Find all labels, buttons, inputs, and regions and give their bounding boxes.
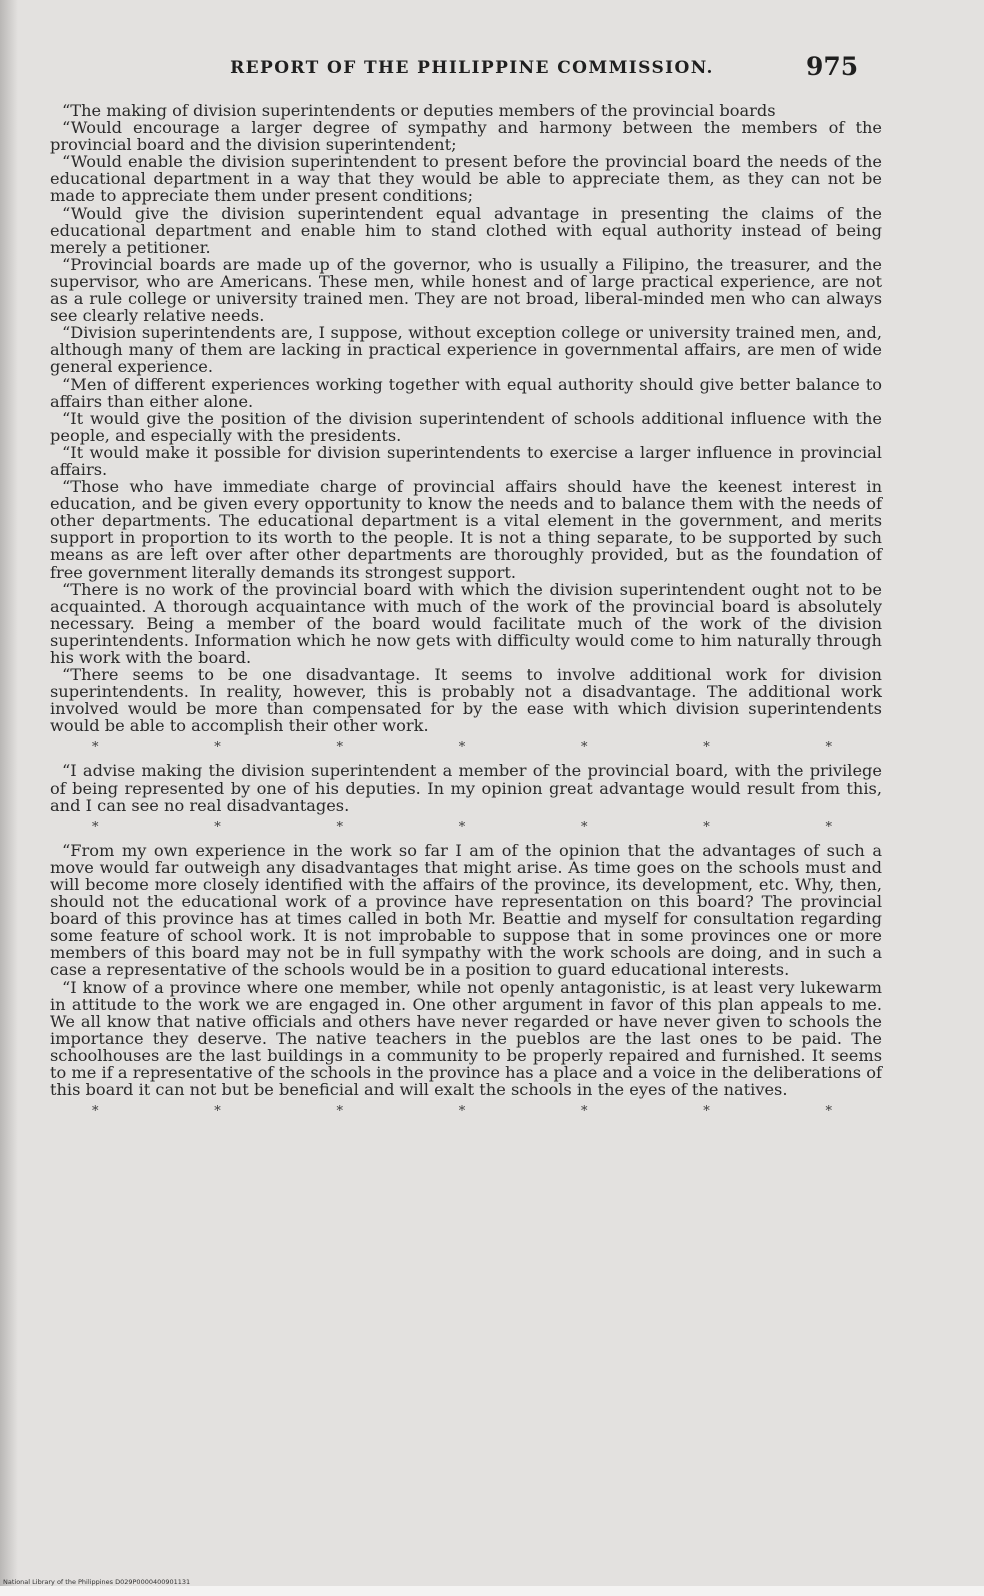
separator-star: * bbox=[214, 740, 221, 756]
separator-star: * bbox=[458, 1104, 466, 1120]
paragraph: “There is no work of the provincial board with which the division superintendent ought not to be acquainted. A thorough acquaintance with much of the work of the provincial board is absolutely necessary. Being a member of the board would facilitate much of the work of the division superintendents. Information which he now gets with difficulty would come to him naturally through his work with the board. bbox=[50, 579, 882, 667]
paragraph-group-2 bbox=[50, 762, 882, 813]
separator-star: * bbox=[703, 740, 710, 756]
paragraph: “It would give the position of the division superintendent of schools additional influence with the people, and especially with the presidents. bbox=[50, 408, 882, 445]
separator-star: * bbox=[458, 740, 466, 756]
paragraph: “I know of a province where one member, while not openly antagonistic, is at least very lukewarm in attitude to the work we are engaged in. One other argument in favor of this plan appeals to me. We all know that native officials and others have never regarded or have never given to schools the importance they deserve. The native teachers in the pueblos are the last ones to be paid. The schoolhouses are the last buildings in a community to be properly repaired and furnished. It seems to me if a representative of the schools in the province has a place and a voice in the deliberations of this board it can not but be beneficial and will exalt the schools in the eyes of the natives. bbox=[50, 977, 882, 1100]
paragraph-group-1 bbox=[50, 102, 882, 734]
paragraph-group-3 bbox=[50, 842, 882, 1098]
page-number: 975 bbox=[806, 52, 859, 81]
separator-star: * bbox=[703, 819, 710, 835]
paragraph: “Men of different experiences working together with equal authority should give better balance to affairs than either alone. bbox=[50, 374, 882, 411]
paragraph: “Division superintendents are, I suppose, without exception college or university trained men, and, although many of them are lacking in practical experience in governmental affairs, are men of wide general experience. bbox=[50, 323, 882, 377]
paragraph: “From my own experience in the work so far I am of the opinion that the advantages of such a move would far outweigh any disadvantages that might arise. As time goes on the schools must and will become more closely identified with the affairs of the province, its development, etc. Why, then, should not the educational work of a province have representation on this board? The provincial board of this province has at times called in both Mr. Beattie and myself for consultation regarding some feature of school work. It is not improbable to suppose that in some provinces one or more members of this board may not be in full sympathy with the work schools are doing, and in such a case a representative of the schools would be in a position to guard educational interests. bbox=[50, 840, 882, 980]
paragraph: “Provincial boards are made up of the governor, who is usually a Filipino, the treasurer, and the supervisor, who are Americans. These men, while honest and of large practical experience, are not as a rule college or university trained men. They are not broad, liberal-minded men who can always see clearly relative needs. bbox=[50, 254, 882, 326]
body-text bbox=[50, 102, 882, 1126]
paragraph: “Would encourage a larger degree of sympathy and harmony between the members of the provincial board and the division superintendent; bbox=[50, 118, 882, 155]
paragraph: “I advise making the division superintendent a member of the provincial board, with the privilege of being represented by one of his deputies. In my opinion great advantage would result from this, and I can see no real disadvantages. bbox=[50, 761, 882, 815]
paragraph: “Those who have immediate charge of provincial affairs should have the keenest interest in education, and be given every opportunity to know the needs and to balance them with the needs of other departments. The educational department is a vital element in the government, and merits support in proportion to its worth to the people. It is not a thing separate, to be supported by such means as are left over after other departments are thoroughly provided, but as the foundation of free government literally demands its strongest support. bbox=[50, 477, 882, 582]
separator-star: * bbox=[581, 1104, 588, 1120]
section-separator bbox=[50, 1098, 882, 1126]
separator-star: * bbox=[825, 819, 832, 835]
separator-star: * bbox=[825, 740, 832, 756]
separator-star: * bbox=[703, 1104, 710, 1120]
separator-star: * bbox=[825, 1104, 832, 1120]
separator-star: * bbox=[581, 740, 588, 756]
separator-star: * bbox=[336, 740, 343, 756]
paragraph: “It would make it possible for division superintendents to exercise a larger influence in provincial affairs. bbox=[50, 442, 882, 479]
separator-star: * bbox=[336, 819, 343, 835]
separator-star: * bbox=[92, 740, 99, 756]
running-head: REPORT OF THE PHILIPPINE COMMISSION. bbox=[230, 58, 714, 78]
separator-star: * bbox=[581, 819, 588, 835]
archive-stamp: National Library of the Philippines D029P0000400901131 bbox=[3, 1578, 191, 1586]
page-edge-shadow bbox=[0, 0, 18, 1596]
section-separator bbox=[50, 734, 882, 762]
paragraph: “There seems to be one disadvantage. It seems to involve additional work for division superintendents. In reality, however, this is probably not a disadvantage. The additional work involved would be more than compensated for by the ease with which division superintendents would be able to accomplish their other work. bbox=[50, 665, 882, 736]
paragraph: “The making of division superintendents or deputies members of the provincial boards bbox=[62, 101, 776, 120]
separator-star: * bbox=[92, 1104, 99, 1120]
scan-bottom-band bbox=[0, 1586, 984, 1596]
separator-star: * bbox=[214, 1104, 221, 1120]
separator-star: * bbox=[92, 819, 99, 835]
separator-star: * bbox=[214, 819, 221, 835]
separator-star: * bbox=[458, 819, 466, 835]
separator-star: * bbox=[336, 1104, 343, 1120]
paragraph: “Would enable the division superintendent to present before the provincial board the needs of the educational department in a way that they would be able to appreciate them, as they can not be made to appreciate them under present conditions; bbox=[50, 152, 882, 206]
section-separator bbox=[50, 814, 882, 842]
paragraph: “Would give the division superintendent equal advantage in presenting the claims of the educational department and enable him to stand clothed with equal authority instead of being merely a petitioner. bbox=[50, 203, 882, 257]
